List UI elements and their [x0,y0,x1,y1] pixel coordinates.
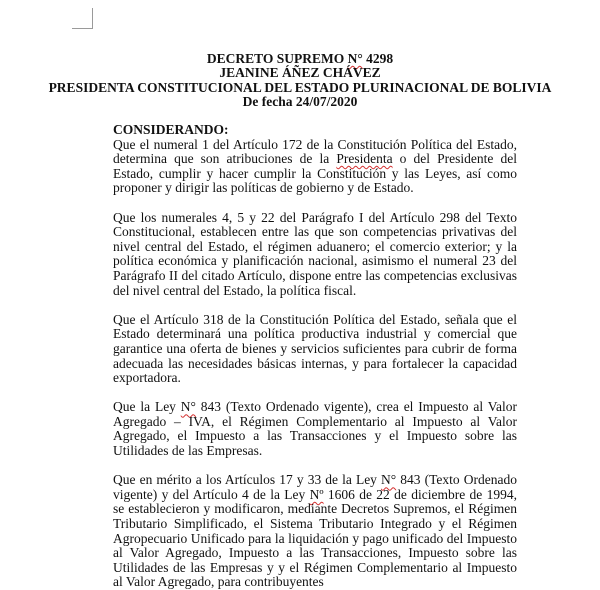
decree-header [0,52,600,109]
p4-text-c: 843 (Texto Ordenado vigente), crea el Impuesto al Valor Agregado – IVA, el Régimen Complementario al Impuesto al Valor Agregado, el Impuesto a las Transacciones y el Impuesto sobre las Utilidades de las Empresas. [113,399,517,459]
paragraph-1 [113,138,517,196]
number-abbrev: N° [347,51,363,66]
p1-text-c: o del Presidente del Estado, cumplir y hacer cumplir la Constitución y las Leyes, así como proponer y dirigir las políticas de gobierno y de Estado. [113,151,517,196]
p4-text-b: N° [180,399,196,415]
decree-number [0,52,600,66]
decree-prefix: DECRETO SUPREMO [206,51,348,66]
p4-text-a: Que la Ley [113,399,181,415]
paragraph-4 [113,400,517,458]
considerando-heading: CONSIDERANDO: [113,122,229,137]
p5-text-b: N° [381,472,397,488]
decree-num: 4298 [362,51,394,66]
paragraph-2: Que los numerales 4, 5 y 22 del Parágrafo I del Artículo 298 del Texto Constitucional, establecen entre las que son competencias privativas del nivel central del Estado, el régimen aduanero; el comercio exterior; y la política económica y planificación nacional, asimismo el numeral 23 del Parágrafo II del citado Artículo, dispone entre las competencias exclusivas del nivel central del Estado, la política fiscal. [113,209,517,298]
president-name: JEANINE ÁÑEZ CHÁVEZ [219,65,381,81]
document-body [113,123,517,590]
p5-text-c: 843 (Texto Ordenado vigente) y del Artículo 4 de la Ley [113,472,517,502]
page-corner-mark [72,8,93,29]
decree-date: De fecha 24/07/2020 [242,93,358,109]
p5-text-e: 1606 de 22 de diciembre de 1994, se establecieron y modificaron, mediante Decretos Supremos, el Régimen Tributario Simplificado, el Sistema Tributario Integrado y el Régimen Agropecuario Unificado para la liquidación y pago unificado del Impuesto al Valor Agregado, Impuesto a las Transacciones, Impuesto sobre las Utilidades de las Empresas y y el Régimen Complementario al Impuesto al Valor Agregado, para contribuyentes [113,486,517,590]
paragraph-5 [113,473,517,590]
p1-text-a: Que el numeral 1 del Artículo 172 de la Constitución Política del Estado, determina que son atribuciones de la [113,136,517,167]
president-title: PRESIDENTA CONSTITUCIONAL DEL ESTADO PLURINACIONAL DE BOLIVIA [48,79,552,95]
p5-text-d: Nº [309,486,324,502]
paragraph-3: Que el Artículo 318 de la Constitución Política del Estado, señala que el Estado determinará una política productiva industrial y comercial que garantice una oferta de bienes y servicios suficientes para cubrir de forma adecuada las necesidades básicas internas, y para fortalecer la capacidad exportadora. [113,311,517,386]
p1-text-b: Presidenta [336,151,393,167]
p5-text-a: Que en mérito a los Artículos 17 y 33 de la Ley [113,472,382,488]
